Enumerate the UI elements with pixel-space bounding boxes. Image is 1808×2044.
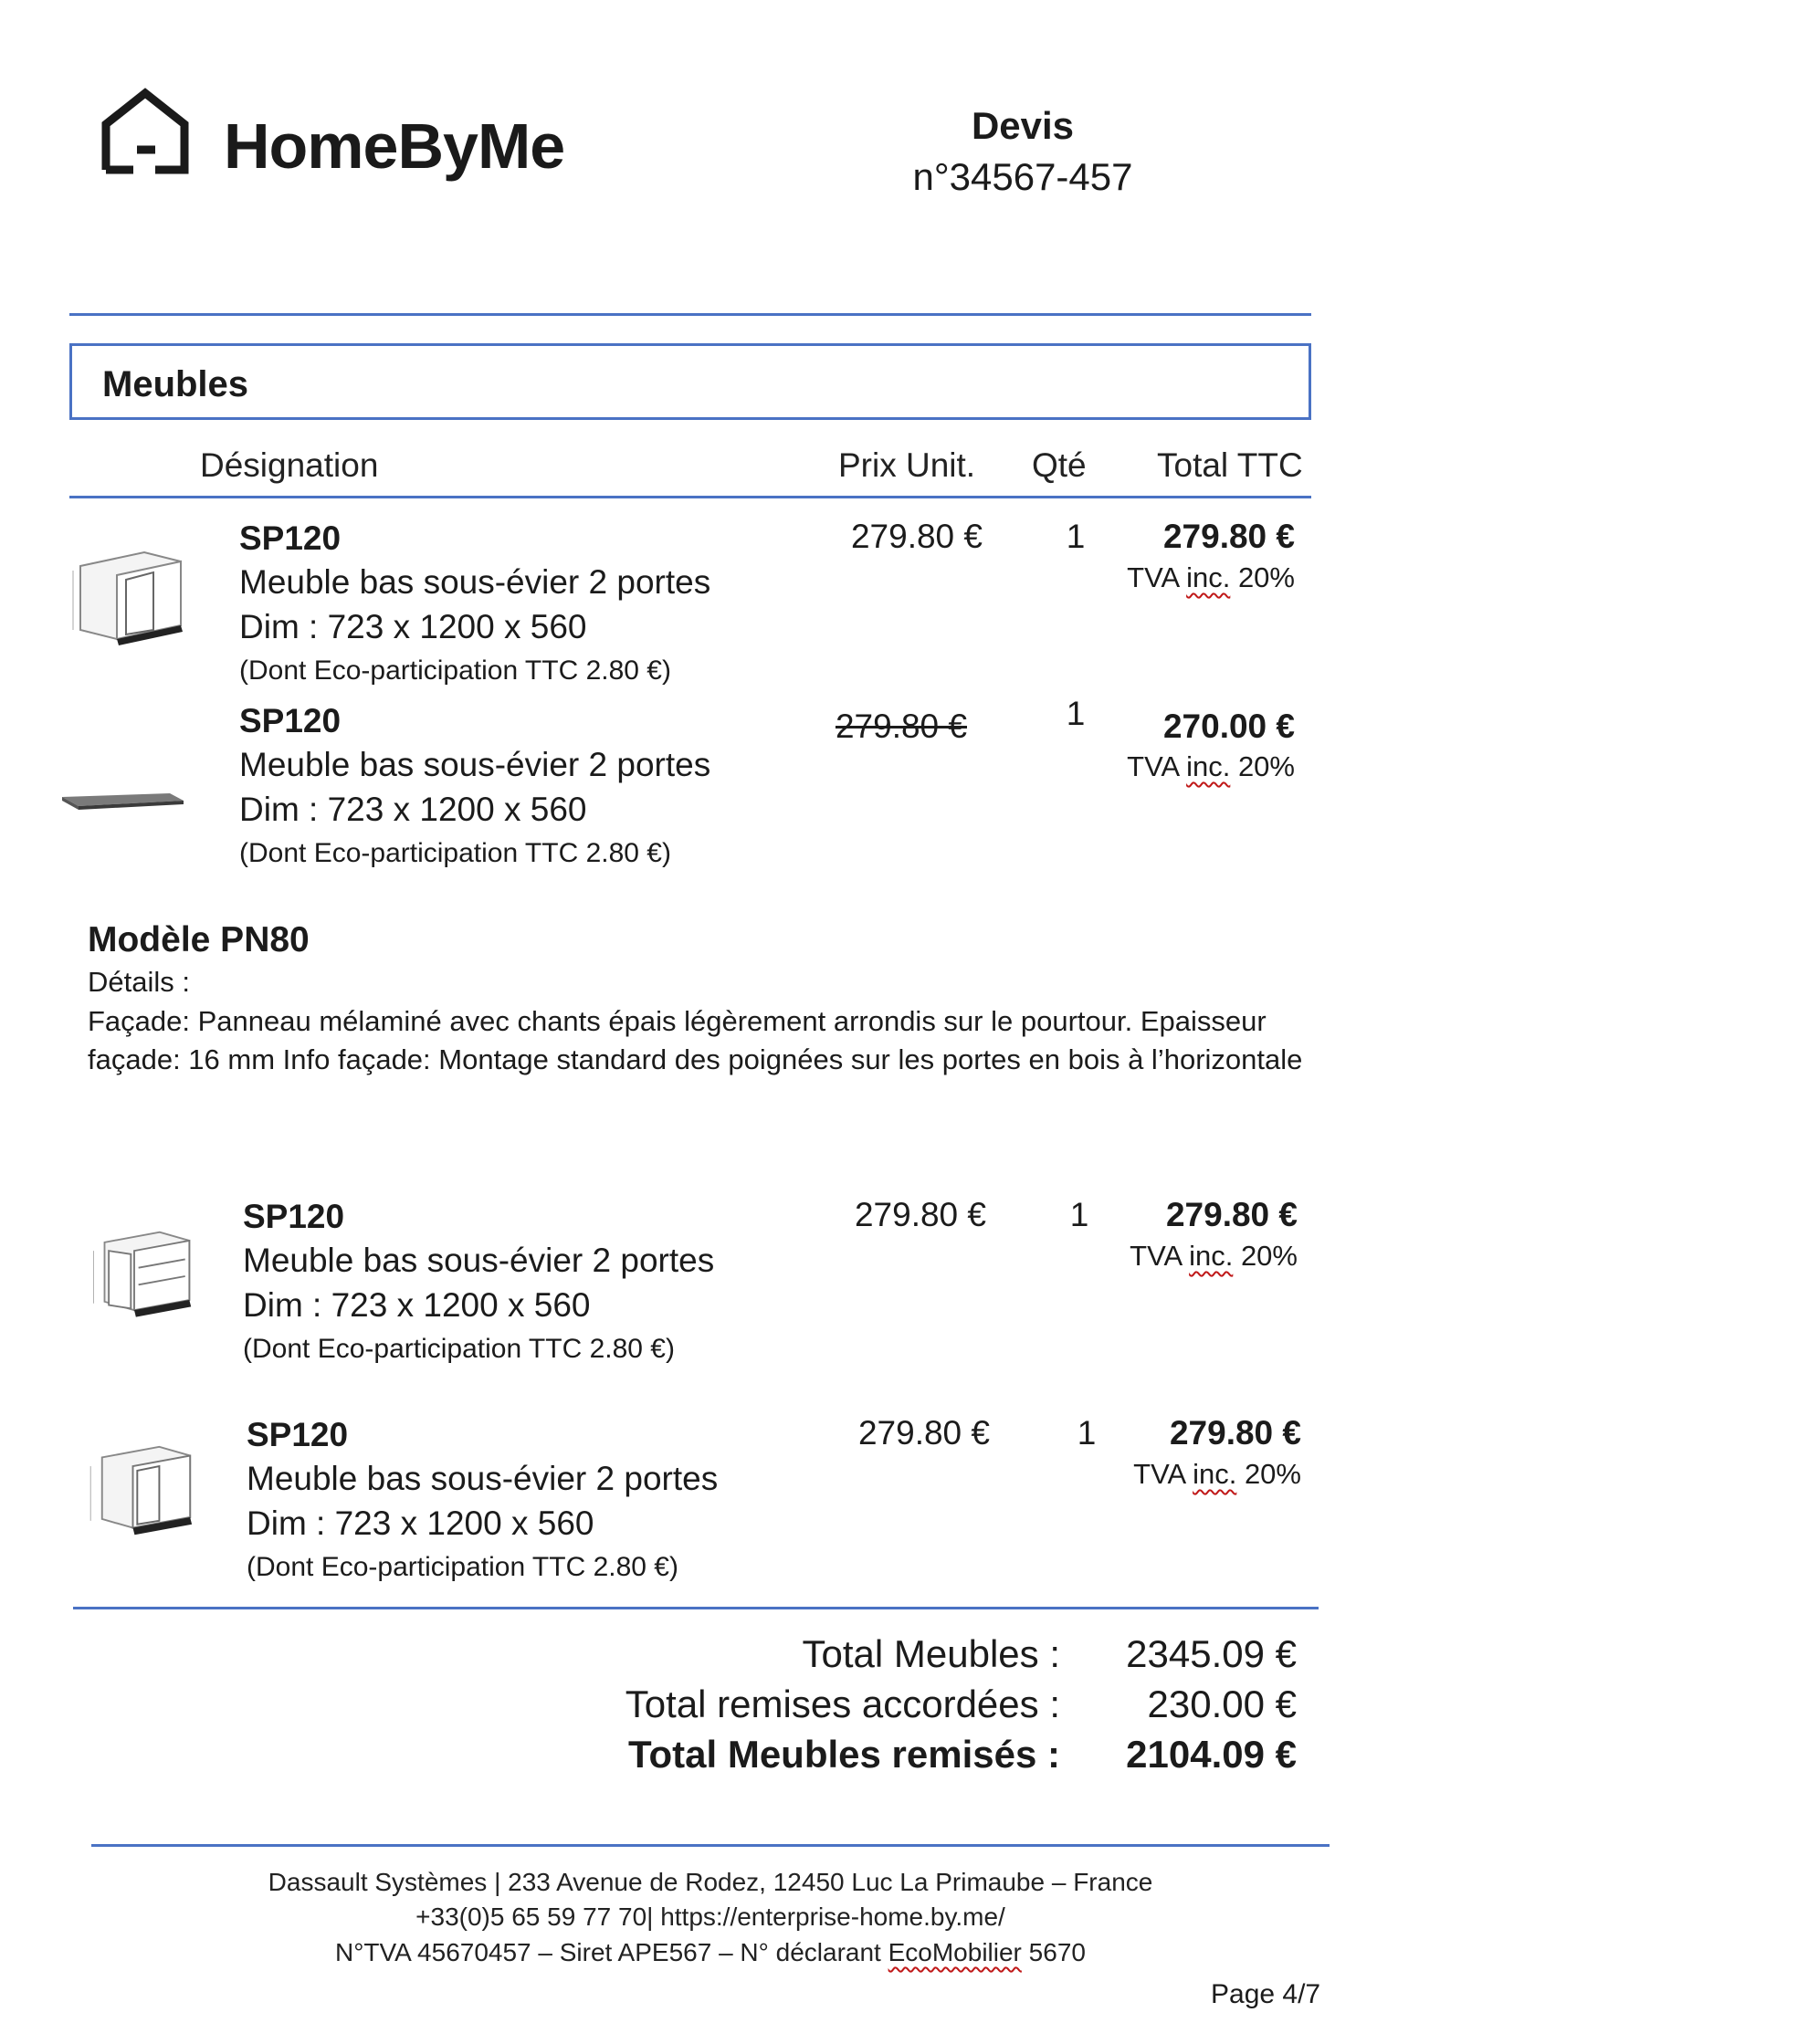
- item-qty: 1: [1069, 1196, 1089, 1233]
- item-dimensions: Dim : 723 x 1200 x 560: [239, 608, 587, 645]
- item-total: 279.80 €: [1169, 1414, 1301, 1452]
- item-code: SP120: [243, 1198, 345, 1235]
- total-remises-final-label: Total Meubles remisés :: [627, 1733, 1060, 1776]
- table-header-divider: [69, 496, 1311, 498]
- total-remises-label: Total remises accordées :: [625, 1682, 1060, 1725]
- item-dimensions: Dim : 723 x 1200 x 560: [239, 791, 587, 828]
- brand-logo: [99, 88, 573, 188]
- item-dimensions: Dim : 723 x 1200 x 560: [247, 1504, 594, 1542]
- item-unit-price: 279.80 €: [854, 1196, 986, 1233]
- footer-divider: [91, 1844, 1330, 1847]
- footer-legal: [91, 1938, 1330, 1967]
- section-header: [69, 343, 1311, 420]
- item-description: Meuble bas sous-évier 2 portes: [247, 1460, 719, 1497]
- header-qty: Qté: [1032, 446, 1087, 484]
- section-title: Meubles: [102, 364, 249, 404]
- table-row: [55, 1194, 1315, 1368]
- item-eco-participation: (Dont Eco-participation TTC 2.80 €): [239, 838, 671, 868]
- item-tva: [1073, 1458, 1301, 1491]
- model-description: Façade: Panneau mélaminé avec chants épais légèrement arrondis sur le pourtour. Epaisseur façade: 16 mm Info façade: Montage standard des poignées sur les portes en bois à l’horizontale: [88, 1005, 1303, 1075]
- item-description: Meuble bas sous-évier 2 portes: [239, 563, 711, 601]
- footer-address: Dassault Systèmes | 233 Avenue de Rodez, 12450 Luc La Primaube – France: [268, 1868, 1153, 1896]
- total-meubles-value: 2345.09 €: [1126, 1632, 1297, 1675]
- header-unit-price: Prix Unit.: [838, 446, 976, 484]
- header-designation: Désignation: [200, 446, 379, 484]
- page-number: Page 4/7: [1211, 1979, 1321, 2009]
- table-row: [55, 516, 1315, 689]
- house-logo-icon: [99, 88, 192, 181]
- model-title: Modèle PN80: [88, 920, 310, 959]
- countertop-thumbnail: [60, 788, 188, 824]
- header-total: Total TTC: [1157, 446, 1303, 484]
- footer-legal-suffix: 5670: [1021, 1938, 1086, 1966]
- document-number: n°34567-457: [912, 155, 1133, 198]
- header-divider: [69, 313, 1311, 316]
- item-total: 270.00 €: [1162, 708, 1295, 745]
- document-title: Devis: [971, 104, 1075, 147]
- item-total: 279.80 €: [1165, 1196, 1298, 1233]
- tva-prefix: TVA: [1127, 750, 1187, 782]
- item-eco-participation: (Dont Eco-participation TTC 2.80 €): [243, 1334, 675, 1364]
- tva-rate: 20%: [1233, 1240, 1298, 1272]
- item-unit-price-struck: 279.80 €: [835, 708, 967, 745]
- brand-name: HomeByMe: [224, 110, 565, 182]
- item-dimensions: Dim : 723 x 1200 x 560: [243, 1286, 591, 1324]
- item-eco-participation: (Dont Eco-participation TTC 2.80 €): [239, 655, 671, 686]
- total-remises-final-value: 2104.09 €: [1126, 1733, 1297, 1776]
- tva-prefix: TVA: [1127, 561, 1187, 593]
- item-qty: 1: [1066, 518, 1086, 555]
- item-tva: [1069, 1240, 1298, 1273]
- tva-inc: inc.: [1186, 561, 1231, 593]
- cabinet-thumbnail: [71, 1440, 194, 1546]
- item-unit-price: 279.80 €: [850, 518, 983, 555]
- tva-rate: 20%: [1236, 1458, 1301, 1490]
- item-code: SP120: [239, 702, 342, 739]
- cabinet-thumbnail: [62, 543, 190, 653]
- footer-legal-prefix: N°TVA 45670457 – Siret APE567 – N° déclarant: [335, 1938, 888, 1966]
- tva-rate: 20%: [1230, 561, 1295, 593]
- item-description: Meuble bas sous-évier 2 portes: [243, 1242, 715, 1279]
- item-code: SP120: [239, 519, 342, 557]
- item-description: Meuble bas sous-évier 2 portes: [239, 746, 711, 783]
- item-unit-price: 279.80 €: [857, 1414, 990, 1452]
- item-qty: 1: [1066, 695, 1086, 732]
- tva-rate: 20%: [1230, 750, 1295, 782]
- item-eco-participation: (Dont Eco-participation TTC 2.80 €): [247, 1552, 678, 1582]
- total-meubles-label: Total Meubles :: [802, 1632, 1060, 1675]
- tva-prefix: TVA: [1133, 1458, 1193, 1490]
- footer-contact: +33(0)5 65 59 77 70| https://enterprise-home.by.me/: [415, 1902, 1005, 1931]
- footer-legal-ecomobilier: EcoMobilier: [888, 1938, 1022, 1966]
- item-tva: [1067, 561, 1295, 594]
- total-remises-value: 230.00 €: [1147, 1682, 1297, 1725]
- item-qty: 1: [1077, 1414, 1097, 1452]
- model-details-label: Détails :: [88, 966, 190, 998]
- tva-inc: inc.: [1186, 750, 1231, 782]
- tva-inc: inc.: [1189, 1240, 1234, 1272]
- table-row: [55, 1412, 1315, 1586]
- table-row: [55, 695, 1315, 872]
- tva-prefix: TVA: [1130, 1240, 1190, 1272]
- item-tva: [1067, 750, 1295, 783]
- items-bottom-divider: [73, 1607, 1319, 1609]
- cabinet-thumbnail: [75, 1225, 194, 1327]
- item-code: SP120: [247, 1416, 349, 1453]
- item-total: 279.80 €: [1162, 518, 1295, 555]
- tva-inc: inc.: [1193, 1458, 1237, 1490]
